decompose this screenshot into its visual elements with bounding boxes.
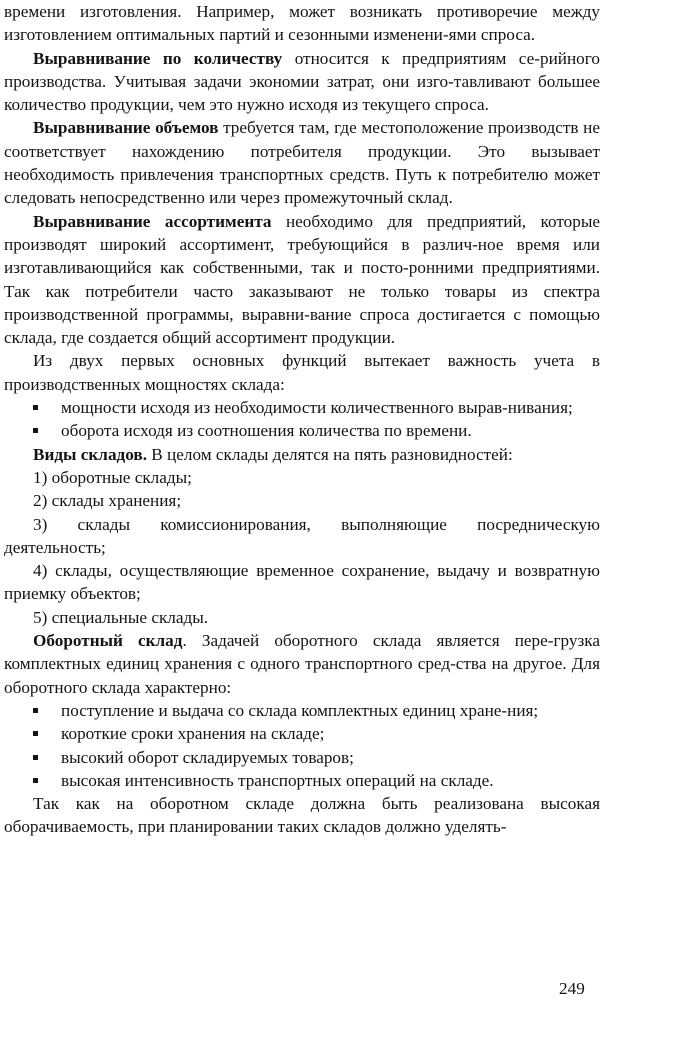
- text-assortment-leveling: необходимо для предприятий, которые производят широкий ассортимент, требующийся в различ-ное время или изготавливающийся как собственными, так и посто-ронними предприятиями. Так как потребители часто заказывают не только товары из спектра производственной программы, выравни-вание спроса достигается с помощью склада, где создается общий ассортимент продукции.: [4, 211, 601, 348]
- paragraph-turnover-warehouse: [4, 629, 600, 699]
- bullet-item: короткие сроки хранения на складе;: [4, 722, 600, 745]
- term-turnover-warehouse: Оборотный склад: [33, 631, 183, 651]
- list-item-warehouse-type: 3) склады комиссионирования, выполняющие посредническую деятельность;: [4, 514, 600, 557]
- bullet-item: поступление и выдача со склада комплектных единиц хране-ния;: [4, 699, 600, 722]
- text-volume-leveling: требуется там, где местоположение производств не соответствует нахождению потребителя продукции. Это вызывает необходимость привлечения транспортных средств. Путь к потребителю может следовать непосредственно или через промежуточный склад.: [4, 118, 600, 208]
- paragraph-quantity-leveling: [4, 47, 600, 117]
- term-quantity-leveling: Выравнивание по количеству: [33, 48, 283, 68]
- term-warehouse-types: Виды складов.: [33, 444, 147, 464]
- bullet-item: оборота исходя из соотношения количества по времени.: [4, 419, 600, 442]
- term-volume-leveling: Выравнивание объемов: [33, 118, 219, 138]
- bullet-item: высокая интенсивность транспортных операций на складе.: [4, 769, 600, 792]
- text-quantity-leveling: относится к предприятиям се-рийного производства. Учитывая задачи экономии затрат, они изго-тавливают большее количество продукции, чем это нужно исходя из текущего спроса.: [4, 48, 600, 115]
- page-number: 249: [559, 979, 585, 998]
- list-item-warehouse-type: 4) склады, осуществляющие временное сохранение, выдачу и возвратную приемку объектов;: [4, 561, 600, 604]
- list-item-warehouse-type: 1) оборотные склады;: [33, 467, 192, 487]
- bullet-item: мощности исходя из необходимости количественного вырав-нивания;: [4, 396, 600, 419]
- paragraph-capacity-intro: Из двух первых основных функций вытекает важность учета в производственных мощностях склада:: [4, 351, 600, 394]
- text-warehouse-types: В целом склады делятся на пять разновидностей:: [146, 444, 513, 464]
- text-turnover-warehouse: . Задачей оборотного склада является пере-грузка комплектных единиц хранения с одного транспортного сред-ства на другое. Для оборотного склада характерно:: [4, 631, 600, 697]
- page-text: [4, 0, 600, 839]
- paragraph-demand-fluctuation: времени изготовления. Например, может возникать противоречие между изготовлением оптимальных партий и сезонными изменени-ями спроса.: [4, 2, 600, 45]
- paragraph-turnover-planning: Так как на оборотном складе должна быть реализована высокая оборачиваемость, при планировании таких складов должно уделять-: [4, 794, 600, 837]
- paragraph-warehouse-types: [4, 443, 600, 466]
- list-item-warehouse-type: 2) склады хранения;: [33, 491, 182, 511]
- paragraph-assortment-leveling: [4, 210, 600, 350]
- bullet-item: высокий оборот складируемых товаров;: [4, 746, 600, 769]
- list-item-warehouse-type: 5) специальные склады.: [33, 607, 209, 627]
- paragraph-volume-leveling: [4, 116, 600, 209]
- term-assortment-leveling: Выравнивание ассортимента: [33, 211, 272, 231]
